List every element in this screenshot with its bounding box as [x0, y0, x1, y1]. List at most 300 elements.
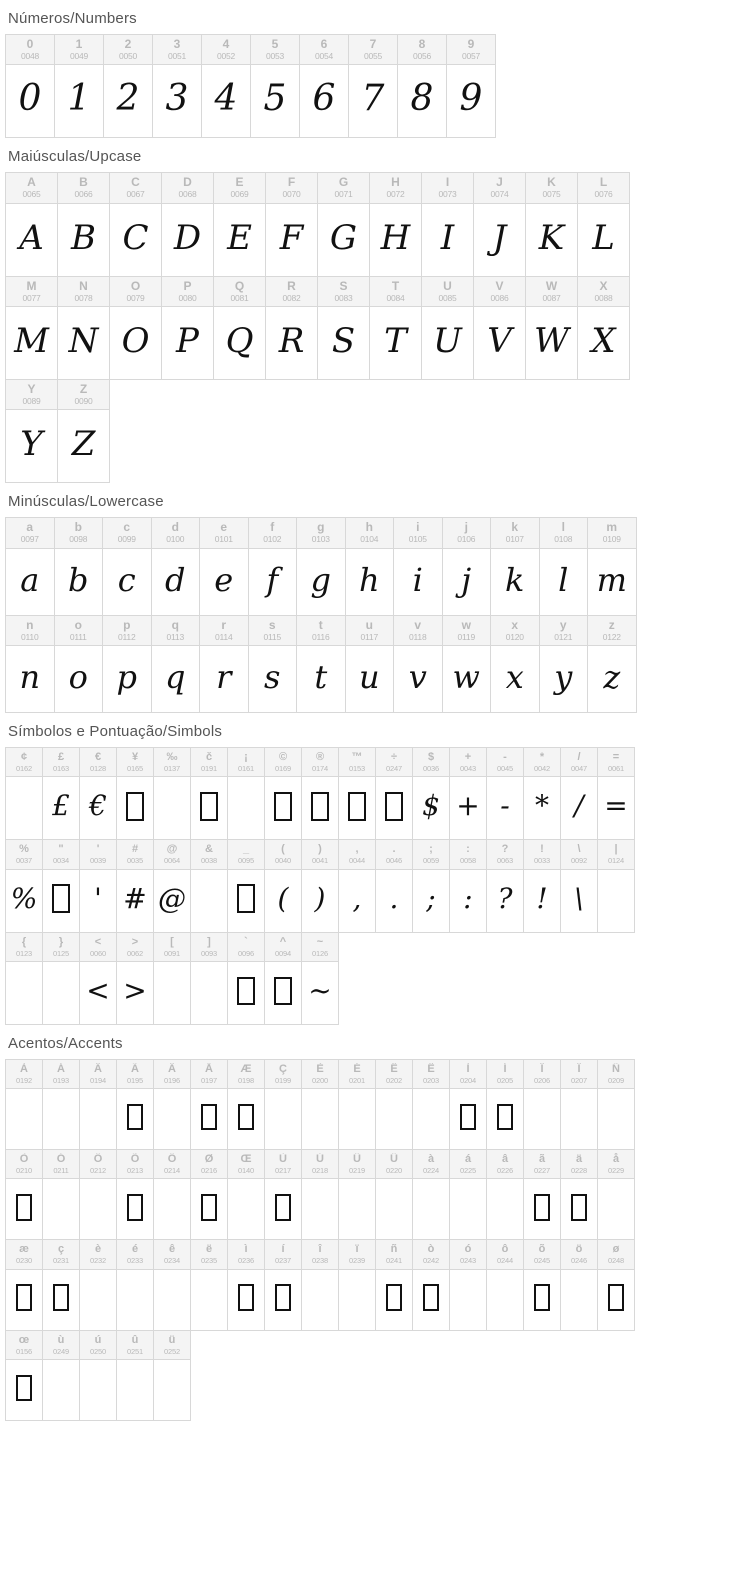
glyph-code-label: 0070 [282, 189, 301, 200]
glyph-cell[interactable] [116, 1149, 154, 1240]
glyph-cell[interactable] [116, 747, 154, 840]
glyph-cell[interactable] [523, 747, 561, 840]
glyph-cell[interactable] [201, 34, 251, 138]
glyph-cell[interactable] [213, 276, 266, 380]
glyph-cell[interactable] [79, 1330, 117, 1421]
glyph-render [561, 1270, 597, 1330]
glyph-cell[interactable] [369, 276, 422, 380]
glyph-render: = [604, 789, 628, 823]
glyph-render: \ [574, 881, 584, 915]
glyph-cell[interactable] [79, 1239, 117, 1330]
glyph-cell[interactable] [577, 172, 630, 276]
glyph-header [302, 1240, 338, 1269]
glyph-char-label: ä [575, 1153, 583, 1166]
glyph-code-label: 0090 [74, 396, 93, 407]
glyph-code-label: 0058 [460, 856, 476, 866]
glyph-code-label: 0081 [230, 292, 249, 303]
glyph-render [191, 1179, 227, 1239]
glyph-cell[interactable] [153, 932, 191, 1025]
glyph-char-label: à [427, 1153, 435, 1166]
glyph-cell[interactable] [42, 839, 80, 932]
glyph-header [6, 277, 57, 307]
glyph-char-label: U [443, 279, 452, 293]
glyph-cell[interactable] [577, 276, 630, 380]
glyph-code-label: 0078 [74, 292, 93, 303]
glyph-cell[interactable] [338, 839, 376, 932]
glyph-cell[interactable] [5, 747, 43, 840]
glyph-header [370, 173, 421, 203]
glyph-char-label: ö [575, 1243, 583, 1256]
glyph-cell[interactable] [42, 1149, 80, 1240]
glyph-char-label: e [220, 521, 228, 535]
glyph-code-label: 0099 [117, 534, 136, 545]
glyph-char-label: E [235, 176, 244, 190]
glyph-render: A [19, 217, 44, 258]
glyph-cell[interactable] [490, 615, 540, 713]
missing-glyph-icon [497, 1104, 513, 1131]
glyph-render [228, 870, 264, 932]
glyph-cell[interactable] [116, 839, 154, 932]
glyph-cell[interactable] [301, 747, 339, 840]
glyph-cell[interactable] [539, 615, 589, 713]
glyph-cell[interactable] [560, 1239, 598, 1330]
glyph-cell[interactable] [397, 34, 447, 138]
glyph-cell[interactable] [265, 276, 318, 380]
glyph-cell[interactable] [102, 517, 152, 615]
glyph-cell[interactable] [190, 839, 228, 932]
glyph-cell[interactable] [109, 276, 162, 380]
glyph-header [578, 277, 629, 307]
glyph-cell[interactable] [597, 1059, 635, 1150]
glyph-header [6, 1060, 42, 1089]
glyph-code-label: 0035 [127, 856, 143, 866]
glyph-code-label: 0162 [16, 764, 32, 774]
glyph-cell[interactable] [227, 747, 265, 840]
glyph-char-label: È [316, 1062, 324, 1075]
glyph-header [487, 1150, 523, 1179]
glyph-header [339, 840, 375, 869]
glyph-header [487, 840, 523, 869]
glyph-cell[interactable] [301, 1239, 339, 1330]
glyph-cell[interactable] [473, 276, 526, 380]
glyph-cell[interactable] [338, 1059, 376, 1150]
glyph-cell[interactable] [486, 1239, 524, 1330]
glyph-cell[interactable] [57, 276, 110, 380]
glyph-cell[interactable] [490, 517, 540, 615]
glyph-char-label: ò [427, 1243, 435, 1256]
glyph-cell[interactable] [301, 1059, 339, 1150]
glyph-header [376, 1150, 412, 1179]
glyph-code-label: 0227 [534, 1166, 550, 1176]
glyph-cell[interactable] [486, 747, 524, 840]
glyph-render [6, 777, 42, 839]
glyph-cell[interactable] [5, 1059, 43, 1150]
glyph-header [6, 1150, 42, 1179]
glyph-char-label: ] [207, 935, 211, 948]
glyph-cell[interactable] [449, 747, 487, 840]
glyph-char-label: : [466, 843, 470, 856]
glyph-cell[interactable] [369, 172, 422, 276]
glyph-cell[interactable] [296, 517, 346, 615]
glyph-code-label: 0069 [230, 189, 249, 200]
glyph-cell[interactable] [57, 379, 110, 483]
glyph-cell[interactable] [79, 747, 117, 840]
glyph-code-label: 0051 [167, 51, 187, 61]
glyph-render [154, 777, 190, 839]
glyph-cell[interactable] [79, 932, 117, 1025]
glyph-cell[interactable] [227, 1149, 265, 1240]
glyph-cell[interactable] [375, 1059, 413, 1150]
glyph-char-label: ê [168, 1243, 176, 1256]
glyph-cell[interactable] [587, 615, 637, 713]
glyph-render: K [538, 217, 565, 258]
glyph-cell[interactable] [227, 1239, 265, 1330]
glyph-cell[interactable] [442, 517, 492, 615]
glyph-cell[interactable] [299, 34, 349, 138]
glyph-cell[interactable] [213, 172, 266, 276]
glyph-code-label: 0156 [16, 1346, 32, 1356]
glyph-cell[interactable] [449, 1149, 487, 1240]
glyph-cell[interactable] [473, 172, 526, 276]
glyph-cell[interactable] [5, 276, 58, 380]
glyph-cell[interactable] [421, 276, 474, 380]
glyph-header [43, 1060, 79, 1089]
glyph-cell[interactable] [597, 839, 635, 932]
glyph-render [339, 1089, 375, 1149]
glyph-cell[interactable] [539, 517, 589, 615]
glyph-char-label: < [94, 935, 102, 948]
glyph-char-label: â [501, 1153, 509, 1166]
glyph-render [302, 1179, 338, 1239]
glyph-cell[interactable] [264, 747, 302, 840]
glyph-cell[interactable] [523, 1239, 561, 1330]
glyph-cell[interactable] [116, 1239, 154, 1330]
glyph-cell[interactable] [486, 1149, 524, 1240]
glyph-cell[interactable] [153, 1149, 191, 1240]
glyph-char-label: u [365, 618, 373, 632]
glyph-cell[interactable] [153, 1330, 191, 1421]
glyph-render [43, 962, 79, 1024]
glyph-cell[interactable] [421, 172, 474, 276]
glyph-cell[interactable] [5, 1149, 43, 1240]
glyph-render [265, 1089, 301, 1149]
glyph-header [339, 748, 375, 777]
glyph-cell[interactable] [375, 747, 413, 840]
glyph-header [561, 1060, 597, 1089]
glyph-cell[interactable] [54, 517, 104, 615]
glyph-cell[interactable] [338, 747, 376, 840]
glyph-char-label: = [612, 751, 620, 764]
glyph-char-label: & [205, 843, 213, 856]
glyph-cell[interactable] [523, 1149, 561, 1240]
glyph-code-label: 0036 [423, 764, 439, 774]
glyph-header [339, 1240, 375, 1269]
glyph-cell[interactable] [42, 932, 80, 1025]
glyph-header [487, 748, 523, 777]
glyph-header [6, 748, 42, 777]
glyph-header [154, 840, 190, 869]
glyph-cell[interactable] [338, 1239, 376, 1330]
glyph-char-label: V [495, 279, 504, 293]
glyph-cell[interactable] [560, 1149, 598, 1240]
glyph-code-label: 0124 [608, 856, 624, 866]
glyph-char-label: ) [318, 843, 322, 856]
missing-glyph-icon [126, 792, 143, 821]
glyph-cell[interactable] [54, 34, 104, 138]
glyph-code-label: 0201 [349, 1075, 365, 1085]
glyph-code-label: 0043 [460, 764, 476, 774]
glyph-code-label: 0206 [534, 1075, 550, 1085]
glyph-char-label: Å [205, 1062, 213, 1075]
glyph-cell[interactable] [151, 517, 201, 615]
glyph-header [300, 35, 348, 65]
glyph-cell[interactable] [317, 276, 370, 380]
glyph-char-label: ü [168, 1333, 176, 1346]
glyph-cell[interactable] [486, 839, 524, 932]
glyph-render: Z [71, 424, 96, 465]
glyph-cell[interactable] [161, 172, 214, 276]
glyph-render: 8 [410, 78, 434, 120]
glyph-char-label: ì [244, 1243, 248, 1256]
glyph-cell[interactable] [486, 1059, 524, 1150]
glyph-cell[interactable] [54, 615, 104, 713]
glyph-cell[interactable] [393, 517, 443, 615]
glyph-cell[interactable] [264, 932, 302, 1025]
glyph-cell[interactable] [153, 1239, 191, 1330]
glyph-header [302, 1150, 338, 1179]
glyph-cell[interactable] [227, 839, 265, 932]
glyph-cell[interactable] [79, 1059, 117, 1150]
glyph-code-label: 0114 [215, 631, 233, 642]
glyph-render: s [264, 658, 281, 697]
glyph-render [598, 1089, 634, 1149]
glyph-cell[interactable] [393, 615, 443, 713]
glyph-cell[interactable] [116, 932, 154, 1025]
glyph-cell[interactable] [301, 839, 339, 932]
glyph-cell[interactable] [5, 839, 43, 932]
glyph-header [228, 1060, 264, 1089]
missing-glyph-icon [238, 1104, 254, 1131]
glyph-char-label: Ñ [612, 1062, 620, 1075]
glyph-render [376, 1179, 412, 1239]
glyph-cell[interactable] [199, 615, 249, 713]
glyph-cell[interactable] [5, 379, 58, 483]
missing-glyph-icon [53, 1284, 69, 1311]
glyph-cell[interactable] [190, 747, 228, 840]
glyph-cell[interactable] [57, 172, 110, 276]
glyph-cell[interactable] [116, 1330, 154, 1421]
glyph-cell[interactable] [375, 839, 413, 932]
glyph-header [228, 840, 264, 869]
glyph-render: Q [225, 321, 254, 362]
glyph-render: S [331, 321, 356, 362]
glyph-code-label: 0115 [263, 631, 281, 642]
glyph-cell[interactable] [5, 1239, 43, 1330]
glyph-render [376, 1089, 412, 1149]
glyph-cell[interactable] [525, 172, 578, 276]
glyph-code-label: 0100 [166, 534, 185, 545]
glyph-char-label: 8 [418, 38, 426, 51]
glyph-cell[interactable] [250, 34, 300, 138]
glyph-cell[interactable] [5, 34, 55, 138]
glyph-cell[interactable] [153, 747, 191, 840]
glyph-cell[interactable] [116, 1059, 154, 1150]
glyph-cell[interactable] [587, 517, 637, 615]
glyph-cell[interactable] [301, 1149, 339, 1240]
glyph-char-label: i [416, 521, 420, 535]
glyph-char-label: 6 [320, 38, 328, 51]
glyph-cell[interactable] [265, 172, 318, 276]
glyph-cell[interactable] [227, 1059, 265, 1150]
glyph-cell[interactable] [597, 1149, 635, 1240]
glyph-code-label: 0199 [275, 1075, 291, 1085]
glyph-render: 6 [312, 78, 336, 120]
glyph-char-label: # [131, 843, 139, 856]
glyph-cell[interactable] [264, 1239, 302, 1330]
glyph-cell[interactable] [151, 615, 201, 713]
glyph-cell[interactable] [264, 839, 302, 932]
glyph-cell[interactable] [109, 172, 162, 276]
glyph-cell[interactable] [523, 1059, 561, 1150]
glyph-header [346, 518, 394, 548]
glyph-header [55, 616, 103, 646]
glyph-render: 0 [18, 78, 42, 120]
glyph-cell[interactable] [248, 517, 298, 615]
glyph-render: o [68, 658, 88, 697]
glyph-char-label: í [281, 1243, 285, 1256]
glyph-header [191, 748, 227, 777]
glyph-cell[interactable] [264, 1149, 302, 1240]
glyph-cell[interactable] [42, 747, 80, 840]
glyph-cell[interactable] [153, 1059, 191, 1150]
glyph-render: ? [497, 881, 513, 915]
glyph-cell[interactable] [442, 615, 492, 713]
glyph-cell[interactable] [5, 1330, 43, 1421]
glyph-cell[interactable] [190, 1239, 228, 1330]
glyph-code-label: 0216 [201, 1166, 217, 1176]
glyph-code-label: 0207 [571, 1075, 587, 1085]
glyph-cell[interactable] [161, 276, 214, 380]
glyph-cell[interactable] [412, 1059, 450, 1150]
missing-glyph-icon [534, 1194, 550, 1221]
glyph-char-label: ( [281, 843, 285, 856]
glyph-char-label: R [287, 279, 296, 293]
glyph-cell[interactable] [412, 1239, 450, 1330]
glyph-render [265, 777, 301, 839]
glyph-cell[interactable] [560, 839, 598, 932]
glyph-cell[interactable] [5, 172, 58, 276]
glyph-cell[interactable] [338, 1149, 376, 1240]
glyph-code-label: 0198 [238, 1075, 254, 1085]
glyph-cell[interactable] [190, 1149, 228, 1240]
glyph-char-label: Ù [279, 1153, 287, 1166]
glyph-cell[interactable] [42, 1330, 80, 1421]
glyph-cell[interactable] [345, 615, 395, 713]
glyph-cell[interactable] [412, 839, 450, 932]
section-title: Minúsculas/Lowercase [8, 493, 164, 511]
glyph-cell[interactable] [449, 839, 487, 932]
glyph-cell[interactable] [264, 1059, 302, 1150]
glyph-cell[interactable] [449, 1239, 487, 1330]
glyph-cell[interactable] [412, 747, 450, 840]
glyph-code-label: 0096 [238, 948, 254, 958]
glyph-cell[interactable] [79, 1149, 117, 1240]
glyph-cell[interactable] [375, 1239, 413, 1330]
glyph-render [117, 1360, 153, 1420]
glyph-cell[interactable] [152, 34, 202, 138]
glyph-cell[interactable] [79, 839, 117, 932]
glyph-cell[interactable] [597, 1239, 635, 1330]
glyph-render: h [358, 560, 380, 599]
glyph-render: x [505, 658, 524, 697]
glyph-char-label: ‰ [166, 751, 178, 764]
missing-glyph-icon [16, 1194, 32, 1221]
glyph-render [598, 1270, 634, 1330]
glyph-render [228, 1179, 264, 1239]
glyph-render: ! [536, 881, 548, 915]
glyph-cell[interactable] [5, 517, 55, 615]
glyph-cell[interactable] [560, 747, 598, 840]
glyph-cell[interactable] [153, 839, 191, 932]
glyph-code-label: 0250 [90, 1346, 106, 1356]
glyph-cell[interactable] [412, 1149, 450, 1240]
glyph-cell[interactable] [103, 34, 153, 138]
glyph-cell[interactable] [348, 34, 398, 138]
glyph-cell[interactable] [227, 932, 265, 1025]
glyph-cell[interactable] [525, 276, 578, 380]
glyph-cell[interactable] [5, 932, 43, 1025]
glyph-char-label: X [599, 279, 608, 293]
missing-glyph-icon [52, 884, 69, 913]
glyph-cell[interactable] [449, 1059, 487, 1150]
glyph-cell[interactable] [296, 615, 346, 713]
glyph-cell[interactable] [560, 1059, 598, 1150]
glyph-header [443, 616, 491, 646]
glyph-header [524, 1240, 560, 1269]
glyph-header [450, 840, 486, 869]
glyph-header [398, 35, 446, 65]
glyph-cell[interactable] [317, 172, 370, 276]
glyph-cell[interactable] [523, 839, 561, 932]
glyph-char-label: æ [19, 1243, 29, 1256]
glyph-cell[interactable] [190, 932, 228, 1025]
glyph-cell[interactable] [102, 615, 152, 713]
glyph-render: % [10, 881, 38, 915]
glyph-code-label: 0047 [571, 764, 587, 774]
glyph-char-label: Ô [93, 1153, 103, 1166]
glyph-cell[interactable] [5, 615, 55, 713]
glyph-cell[interactable] [597, 747, 635, 840]
glyph-cell[interactable] [375, 1149, 413, 1240]
glyph-char-label: Õ [130, 1153, 140, 1166]
missing-glyph-icon [16, 1375, 32, 1402]
glyph-header [266, 277, 317, 307]
glyph-cell[interactable] [345, 517, 395, 615]
glyph-cell[interactable] [446, 34, 496, 138]
glyph-grid [6, 518, 646, 713]
glyph-code-label: 0082 [282, 292, 301, 303]
glyph-header [376, 840, 412, 869]
glyph-char-label: Ç [279, 1062, 287, 1075]
glyph-code-label: 0046 [386, 856, 402, 866]
glyph-cell[interactable] [301, 932, 339, 1025]
glyph-cell[interactable] [248, 615, 298, 713]
glyph-cell[interactable] [42, 1239, 80, 1330]
glyph-cell[interactable] [42, 1059, 80, 1150]
missing-glyph-icon [423, 1284, 439, 1311]
glyph-cell[interactable] [190, 1059, 228, 1150]
glyph-cell[interactable] [199, 517, 249, 615]
